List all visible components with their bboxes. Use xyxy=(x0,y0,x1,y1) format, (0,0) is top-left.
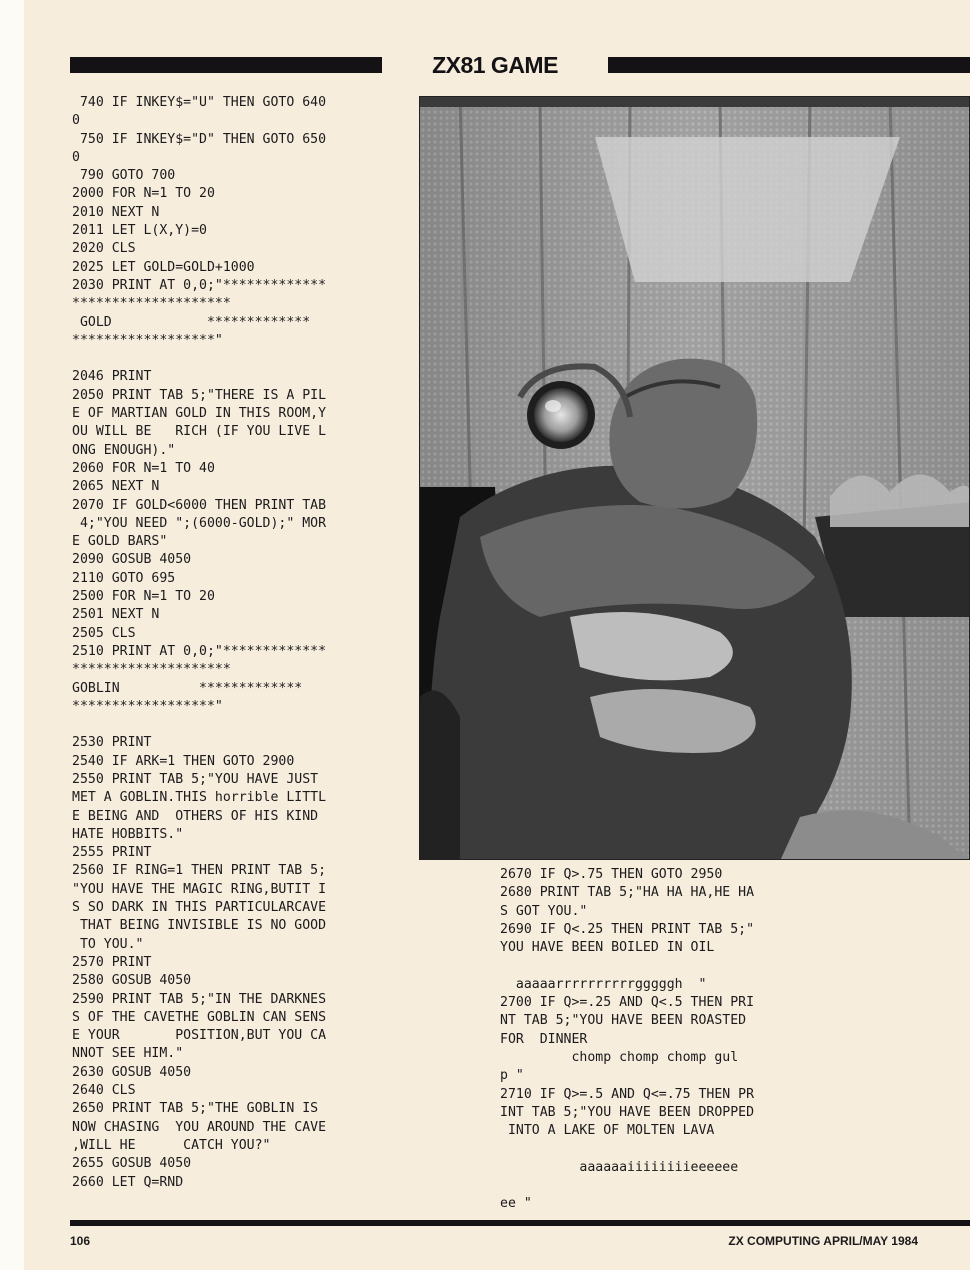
code-line: FOR DINNER xyxy=(500,1031,588,1047)
code-line: INT TAB 5;"YOU HAVE BEEN DROPPED xyxy=(500,1104,755,1120)
monster-photo xyxy=(419,96,970,860)
code-line: ONG ENOUGH)." xyxy=(72,442,176,458)
code-line: 2580 GOSUB 4050 xyxy=(72,973,192,989)
code-line: 4;"YOU NEED ";(6000-GOLD);" MOR xyxy=(72,515,327,531)
code-line: 2030 PRINT AT 0,0;"************* xyxy=(72,277,327,293)
code-line: 2650 PRINT TAB 5;"THE GOBLIN IS xyxy=(72,1101,319,1117)
code-line: HATE HOBBITS." xyxy=(72,826,184,842)
code-line: E GOLD BARS" xyxy=(72,534,168,550)
code-line: 2090 GOSUB 4050 xyxy=(72,552,192,568)
section-title: ZX81 GAME xyxy=(432,52,558,78)
code-line: aaaaaaiiiiiiiieeeeee xyxy=(500,1159,739,1175)
code-line: 2500 FOR N=1 TO 20 xyxy=(72,589,215,605)
code-line: ******************** xyxy=(72,662,231,678)
code-line: 2025 LET GOLD=GOLD+1000 xyxy=(72,259,255,275)
code-line: 2010 NEXT N xyxy=(72,204,160,220)
code-line: GOBLIN ************* xyxy=(72,680,303,696)
code-line: OU WILL BE RICH (IF YOU LIVE L xyxy=(72,424,327,440)
code-line: 2690 IF Q<.25 THEN PRINT TAB 5;" xyxy=(500,921,755,937)
code-line: 2570 PRINT xyxy=(72,954,152,970)
code-line: THAT BEING INVISIBLE IS NO GOOD xyxy=(72,918,327,934)
section-header xyxy=(70,52,970,78)
code-line: 2000 FOR N=1 TO 20 xyxy=(72,186,215,202)
code-line: 750 IF INKEY$="D" THEN GOTO 650 xyxy=(72,131,327,147)
code-line: 2700 IF Q>=.25 AND Q<.5 THEN PRI xyxy=(500,995,755,1011)
code-line: S OF THE CAVETHE GOBLIN CAN SENS xyxy=(72,1009,327,1025)
code-line: ******************** xyxy=(72,296,231,312)
page-number: 106 xyxy=(70,1234,91,1248)
program-listing-left xyxy=(72,94,417,1214)
page-margin-strip xyxy=(0,0,24,1270)
code-line: 2640 CLS xyxy=(72,1083,136,1099)
code-line: 0 xyxy=(72,113,80,129)
code-line: NNOT SEE HIM." xyxy=(72,1046,184,1062)
code-line: 740 IF INKEY$="U" THEN GOTO 640 xyxy=(72,95,327,110)
code-line: 0 xyxy=(72,149,80,165)
code-line: MET A GOBLIN.THIS horrible LITTL xyxy=(72,790,327,806)
code-line: S SO DARK IN THIS PARTICULARCAVE xyxy=(72,900,327,916)
header-rule-left xyxy=(70,57,382,73)
code-line: E YOUR POSITION,BUT YOU CA xyxy=(72,1028,327,1044)
code-line: ee " xyxy=(500,1196,532,1212)
publication-info: ZX COMPUTING APRIL/MAY 1984 xyxy=(728,1234,918,1248)
code-line: 2680 PRINT TAB 5;"HA HA HA,HE HA xyxy=(500,885,755,901)
code-line: E BEING AND OTHERS OF HIS KIND xyxy=(72,808,319,824)
code-line: ******************" xyxy=(72,698,223,714)
code-line: 2501 NEXT N xyxy=(72,607,160,623)
code-line: p " xyxy=(500,1068,524,1084)
code-line: 2530 PRINT xyxy=(72,735,152,751)
code-line: 2555 PRINT xyxy=(72,845,152,861)
code-line: 2540 IF ARK=1 THEN GOTO 2900 xyxy=(72,753,295,769)
code-line: E OF MARTIAN GOLD IN THIS ROOM,Y xyxy=(72,406,327,422)
code-line: ******************" xyxy=(72,332,223,348)
code-line: 2110 GOTO 695 xyxy=(72,570,176,586)
code-line: aaaaarrrrrrrrrrgggggh " xyxy=(500,976,707,992)
code-line: 2655 GOSUB 4050 xyxy=(72,1156,192,1172)
code-line: YOU HAVE BEEN BOILED IN OIL xyxy=(500,940,715,956)
code-line: 2550 PRINT TAB 5;"YOU HAVE JUST xyxy=(72,771,319,787)
code-line: chomp chomp chomp gul xyxy=(500,1049,739,1065)
code-line: 2070 IF GOLD<6000 THEN PRINT TAB xyxy=(72,497,327,513)
code-line: GOLD ************* xyxy=(72,314,311,330)
code-line: 2011 LET L(X,Y)=0 xyxy=(72,223,207,239)
code-line: 2020 CLS xyxy=(72,241,136,257)
code-line: ,WILL HE CATCH YOU?" xyxy=(72,1137,271,1153)
code-line: 2560 IF RING=1 THEN PRINT TAB 5; xyxy=(72,863,327,879)
program-listing-right xyxy=(500,866,845,1216)
code-line: INTO A LAKE OF MOLTEN LAVA xyxy=(500,1123,715,1139)
code-line: 2630 GOSUB 4050 xyxy=(72,1064,192,1080)
code-line: 2505 CLS xyxy=(72,625,136,641)
header-rule-right xyxy=(608,57,970,73)
footer-rule xyxy=(70,1220,970,1226)
code-line: 2670 IF Q>.75 THEN GOTO 2950 xyxy=(500,867,723,882)
code-line: 2590 PRINT TAB 5;"IN THE DARKNES xyxy=(72,991,327,1007)
code-line: S GOT YOU." xyxy=(500,903,588,919)
code-line: NOW CHASING YOU AROUND THE CAVE xyxy=(72,1119,327,1135)
code-line: 2510 PRINT AT 0,0;"************* xyxy=(72,643,327,659)
code-line: 2050 PRINT TAB 5;"THERE IS A PIL xyxy=(72,387,327,403)
code-line: 790 GOTO 700 xyxy=(72,168,176,184)
code-line: "YOU HAVE THE MAGIC RING,BUTIT I xyxy=(72,881,327,897)
code-line: 2710 IF Q>=.5 AND Q<=.75 THEN PR xyxy=(500,1086,755,1102)
code-line: 2065 NEXT N xyxy=(72,479,160,495)
code-line: 2660 LET Q=RND xyxy=(72,1174,184,1190)
code-line: 2046 PRINT xyxy=(72,369,152,385)
code-line: 2060 FOR N=1 TO 40 xyxy=(72,460,215,476)
code-line: TO YOU." xyxy=(72,936,144,952)
code-line: NT TAB 5;"YOU HAVE BEEN ROASTED xyxy=(500,1013,747,1029)
